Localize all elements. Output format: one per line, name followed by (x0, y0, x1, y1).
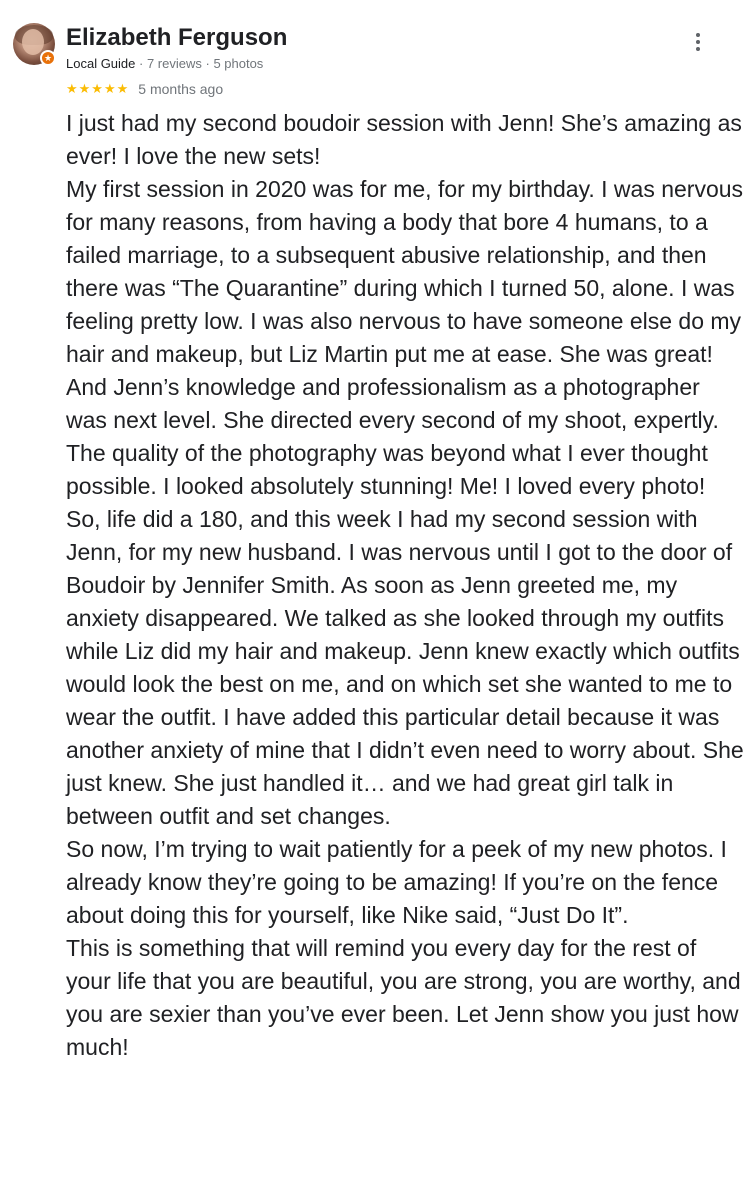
reviewer-meta (66, 56, 263, 72)
review-paragraph: So, life did a 180, and this week I had my second session with Jenn, for my new husband. I was nervous until I got to the door of Boudoir by Jennifer Smith. As soon as Jenn greeted me, my anxiety disappeared. We talked as she looked through my outfits while Liz did my hair and makeup. Jenn knew exactly which outfits would look the best on me, and on which set she wanted to me to wear the outfit. I have added this particular detail because it was another anxiety of mine that I didn’t even need to worry about. She just knew. She just handled it… and we had great girl talk in between outfit and set changes. (66, 506, 744, 829)
review-paragraph: My first session in 2020 was for me, for my birthday. I was nervous for many reasons, from having a body that bore 4 humans, to a failed marriage, to a subsequent abusive relationship, and then there was “The Quarantine” during which I turned 50, alone. I was feeling pretty low. I was also nervous to have someone else do my hair and makeup, but Liz Martin put me at ease. She was great! And Jenn’s knowledge and professionalism as a photographer was next level. She directed every second of my shoot, expertly. The quality of the photography was beyond what I ever thought possible. I looked absolutely stunning! Me! I loved every photo! (66, 176, 744, 499)
review-text (66, 107, 746, 1064)
local-guide-star-icon: ★ (40, 50, 56, 66)
review-paragraph: So now, I’m trying to wait patiently for a peek of my new photos. I already know they’re going to be amazing! If you’re on the fence about doing this for yourself, like Nike said, “Just Do It”. (66, 836, 727, 928)
avatar[interactable] (13, 23, 55, 65)
star-rating-icon: ★★★★★ (66, 81, 130, 96)
review-date: 5 months ago (138, 81, 224, 97)
reviewer-name[interactable]: Elizabeth Ferguson (66, 24, 288, 51)
review-count: 7 reviews (146, 56, 202, 71)
more-dot (696, 47, 700, 51)
more-dot (696, 33, 700, 37)
photo-count: 5 photos (213, 56, 264, 71)
rating-row (66, 80, 223, 98)
meta-separator: · (201, 56, 214, 71)
avatar-face (22, 29, 44, 55)
more-options-icon[interactable] (686, 30, 710, 54)
review-paragraph: This is something that will remind you every day for the rest of your life that you are beautiful, you are strong, you are worthy, and you are sexier than you’ve ever been. Let Jenn show you just how much! (66, 935, 741, 1060)
local-guide-label: Local Guide (66, 56, 136, 71)
more-dot (696, 40, 700, 44)
meta-separator: · (135, 56, 147, 71)
review-paragraph: I just had my second boudoir session with Jenn! She’s amazing as ever! I love the new sets! (66, 110, 742, 169)
